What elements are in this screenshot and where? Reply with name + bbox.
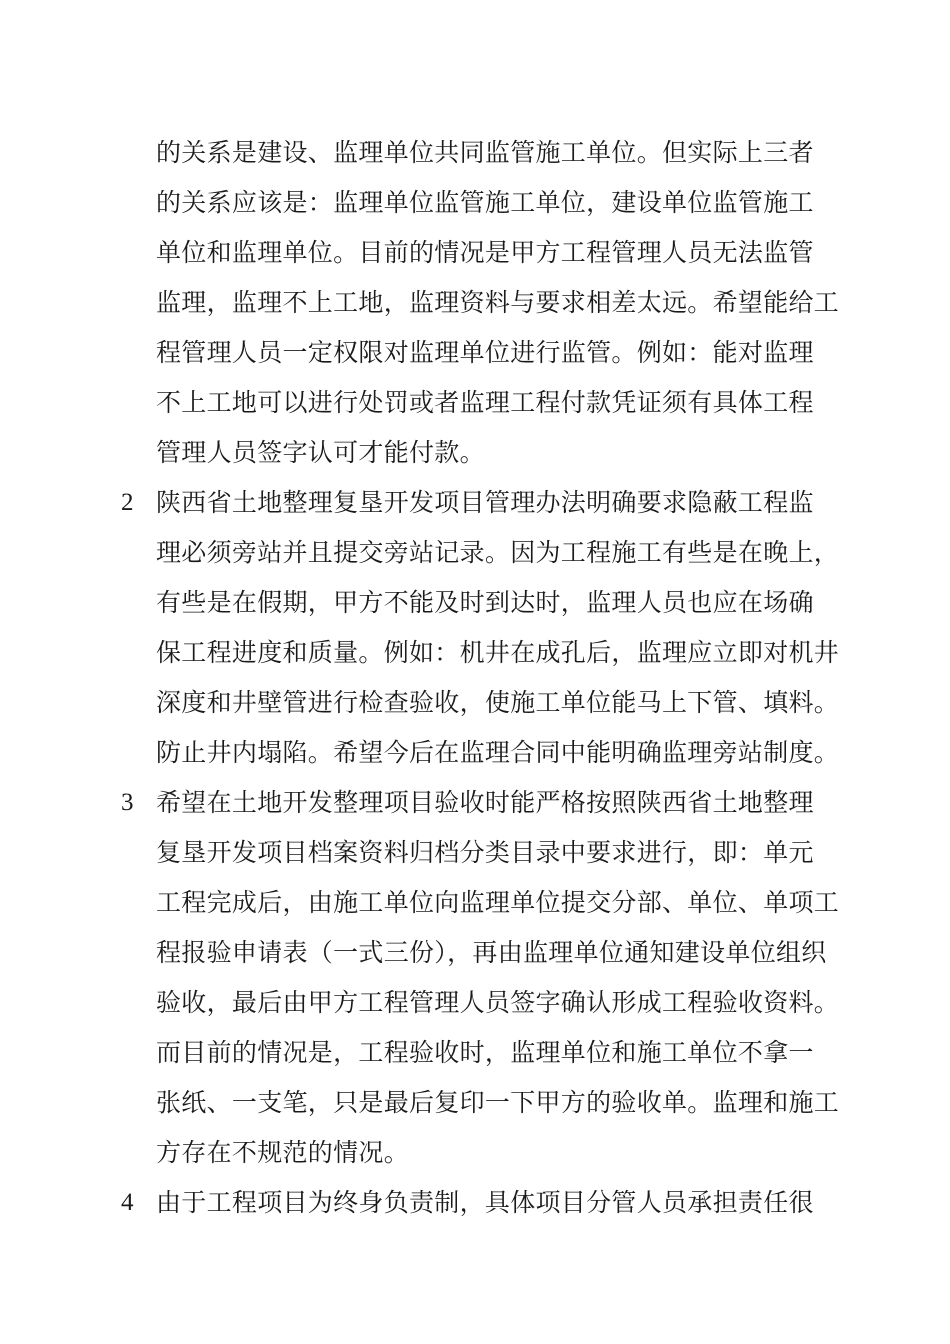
list-item [0,478,950,778]
text-line: 验收，最后由甲方工程管理人员签字确认形成工程验收资料。 [156,988,840,1017]
text-line: 由于工程项目为终身负责制，具体项目分管人员承担责任很 [156,1188,814,1217]
text-line: 张纸、一支笔，只是最后复印一下甲方的验收单。监理和施工 [156,1088,840,1117]
item-number: 2 [121,489,134,516]
item-lines [156,478,846,778]
text-line: 而目前的情况是，工程验收时，监理单位和施工单位不拿一 [156,1038,814,1067]
text-line: 保工程进度和质量。例如：机井在成孔后，监理应立即对机井 [156,638,840,667]
text-line: 单位和监理单位。目前的情况是甲方工程管理人员无法监管 [156,238,814,267]
text-line: 的关系是建设、监理单位共同监管施工单位。但实际上三者 [156,138,814,167]
text-line: 复垦开发项目档案资料归档分类目录中要求进行，即：单元 [156,838,814,867]
item-lines [156,778,846,1178]
text-line: 监理，监理不上工地，监理资料与要求相差太远。希望能给工 [156,288,840,317]
text-line: 不上工地可以进行处罚或者监理工程付款凭证须有具体工程 [156,388,814,417]
text-line: 深度和井壁管进行检查验收，使施工单位能马上下管、填料。 [156,688,840,717]
item-number: 3 [121,789,134,816]
text-line: 方存在不规范的情况。 [156,1138,410,1167]
text-line: 希望在土地开发整理项目验收时能严格按照陕西省土地整理 [156,788,814,817]
text-line: 陕西省土地整理复垦开发项目管理办法明确要求隐蔽工程监 [156,488,814,517]
text-line: 程报验申请表（一式三份），再由监理单位通知建设单位组织 [156,938,827,967]
document-body [0,128,950,1228]
item-lines [156,128,846,478]
text-line: 有些是在假期，甲方不能及时到达时，监理人员也应在场确 [156,588,814,617]
text-line: 工程完成后，由施工单位向监理单位提交分部、单位、单项工 [156,888,840,917]
list-item [0,1178,950,1228]
item-lines [156,1178,846,1228]
text-line: 的关系应该是：监理单位监管施工单位，建设单位监管施工 [156,188,814,217]
list-item [0,778,950,1178]
text-line: 程管理人员一定权限对监理单位进行监管。例如：能对监理 [156,338,814,367]
text-line: 管理人员签字认可才能付款。 [156,438,485,467]
list-item [0,128,950,478]
text-line: 理必须旁站并且提交旁站记录。因为工程施工有些是在晚上， [156,538,840,567]
item-number: 4 [121,1189,134,1216]
text-line: 防止井内塌陷。希望今后在监理合同中能明确监理旁站制度。 [156,738,840,767]
